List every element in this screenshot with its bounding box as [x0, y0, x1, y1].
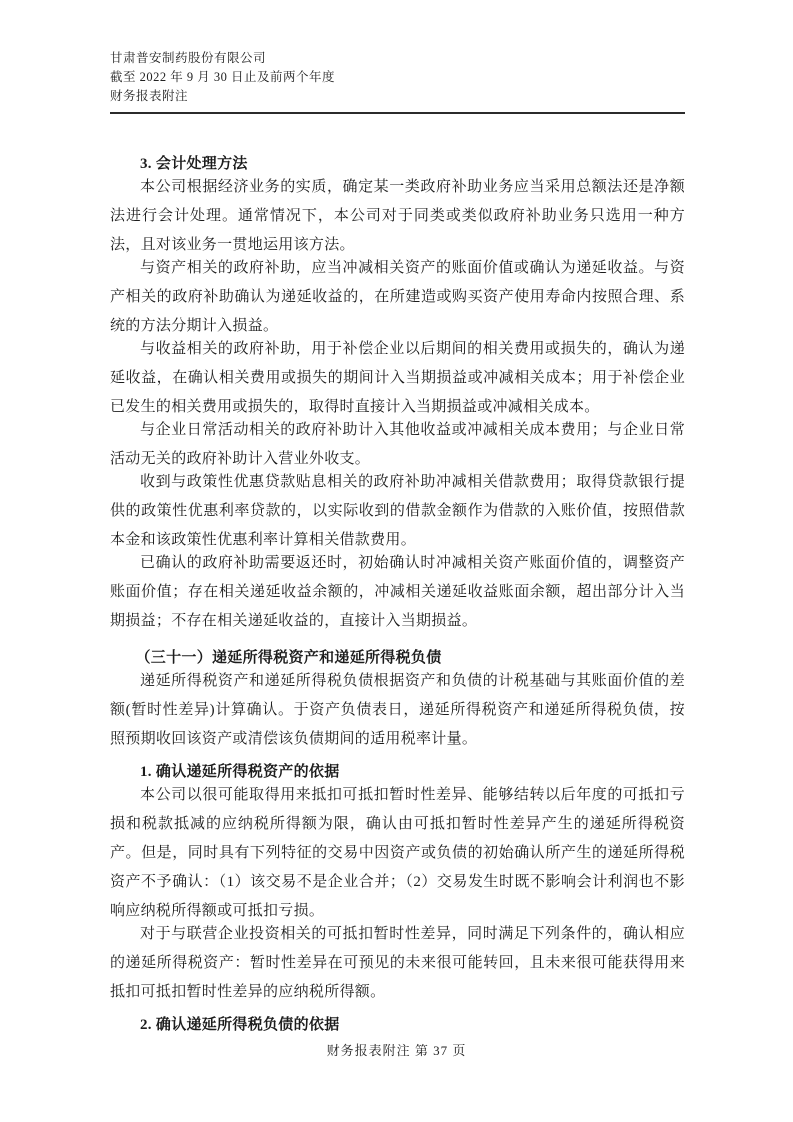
- paragraph-daily-activity-grants: 与企业日常活动相关的政府补助计入其他收益或冲减相关成本费用；与企业日常活动无关的政府补助计入营业外收支。: [110, 422, 685, 467]
- report-period: 截至 2022 年 9 月 30 日止及前两个年度: [110, 70, 336, 84]
- paragraph-income-related-grants: 与收益相关的政府补助，用于补偿企业以后期间的相关费用或损失的，确认为递延收益，在确认相关费用或损失的期间计入当期损益或冲减相关成本；用于补偿企业已发生的相关费用或损失的，取得时直接计入当期损益或冲减相关成本。: [110, 341, 685, 415]
- paragraph-deferred-tax-basis: 递延所得税资产和递延所得税负债根据资产和负债的计税基础与其账面价值的差额(暂时性差异)计算确认。于资产负债表日，递延所得税资产和递延所得税负债，按照预期收回该资产或清偿该负债期间的适用税率计量。: [110, 673, 685, 747]
- page-header: [110, 49, 685, 106]
- heading-dtl-recognition-basis: 2. 确认递延所得税负债的依据: [140, 1017, 340, 1033]
- document-title: 财务报表附注: [110, 89, 189, 103]
- paragraph-asset-related-grants: 与资产相关的政府补助，应当冲减相关资产的账面价值或确认为递延收益。与资产相关的政府补助确认为递延收益的，在所建造或购买资产使用寿命内按照合理、系统的方法分期计入损益。: [110, 260, 685, 334]
- heading-accounting-method: 3. 会计处理方法: [140, 156, 248, 172]
- header-divider: [110, 112, 685, 114]
- page-footer-text: 财务报表附注 第 37 页: [326, 1043, 467, 1058]
- paragraph-associate-investment-dta: 对于与联营企业投资相关的可抵扣暂时性差异，同时满足下列条件的，确认相应的递延所得税资产：暂时性差异在可预见的未来很可能转回，且未来很可能获得用来抵扣可抵扣暂时性差异的应纳税所得额。: [110, 926, 685, 1000]
- heading-deferred-tax-section: （三十一）递延所得税资产和递延所得税负债: [135, 650, 442, 666]
- paragraph-dta-recognition: 本公司以很可能取得用来抵扣可抵扣暂时性差异、能够结转以后年度的可抵扣亏损和税款抵减的应纳税所得额为限，确认由可抵扣暂时性差异产生的递延所得税资产。但是，同时具有下列特征的交易中因资产或负债的初始确认所产生的递延所得税资产不予确认：（1）该交易不是企业合并；（2）交易发生时既不影响会计利润也不影响应纳税所得额或可抵扣亏损。: [110, 787, 685, 919]
- heading-dta-recognition-basis: 1. 确认递延所得税资产的依据: [140, 764, 340, 780]
- page-footer: [0, 1040, 793, 1059]
- company-name: 甘肃普安制药股份有限公司: [110, 51, 267, 65]
- paragraph-grant-repayment: 已确认的政府补助需要返还时，初始确认时冲减相关资产账面价值的，调整资产账面价值；存在相关递延收益余额的，冲减相关递延收益账面余额，超出部分计入当期损益；不存在相关递延收益的，直接计入当期损益。: [110, 555, 685, 629]
- paragraph-policy-loan-discount: 收到与政策性优惠贷款贴息相关的政府补助冲减相关借款费用；取得贷款银行提供的政策性优惠利率贷款的，以实际收到的借款金额作为借款的入账价值，按照借款本金和该政策性优惠利率计算相关借款费用。: [110, 474, 685, 548]
- document-body: [110, 150, 685, 1040]
- paragraph-gross-net-method: 本公司根据经济业务的实质，确定某一类政府补助业务应当采用总额法还是净额法进行会计处理。通常情况下，本公司对于同类或类似政府补助业务只选用一种方法，且对该业务一贯地运用该方法。: [110, 179, 685, 253]
